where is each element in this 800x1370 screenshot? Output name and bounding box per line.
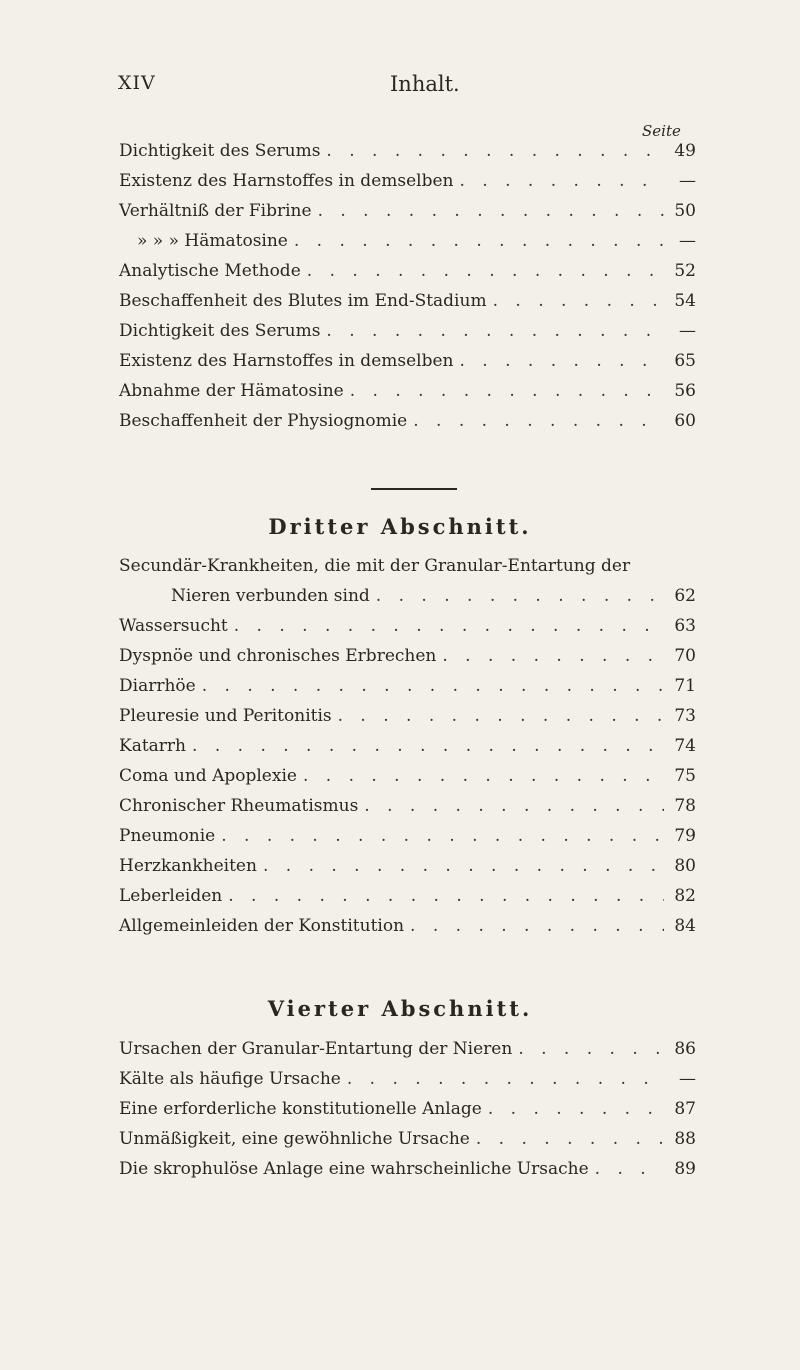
toc-entry-title: Dichtigkeit des Serums — [119, 321, 321, 341]
leader-dots — [350, 381, 664, 401]
toc-entry — [119, 856, 696, 880]
toc-entry-title: » » » Hämatosine — [137, 231, 288, 251]
leader-dots — [488, 1099, 664, 1119]
toc-entry-page: — — [679, 171, 696, 191]
toc-entry — [119, 766, 696, 790]
toc-entry-page: 78 — [674, 796, 696, 816]
toc-entry-page: 63 — [674, 616, 696, 636]
leader-dots — [442, 646, 664, 666]
toc-entry-page: 80 — [674, 856, 696, 876]
toc-entry-title: Dyspnöe und chronisches Erbrechen — [119, 646, 437, 666]
toc-entry-page: — — [679, 231, 696, 251]
leader-dots — [318, 201, 664, 221]
toc-entry-title: Wassersucht — [119, 616, 228, 636]
toc-entry-title: Ursachen der Granular-Entartung der Nieren — [119, 1039, 513, 1059]
toc-entry-title: Katarrh — [119, 736, 187, 756]
toc-entry — [119, 1129, 696, 1153]
toc-entry-page: 84 — [674, 916, 696, 936]
toc-entry — [119, 1069, 696, 1093]
toc-entry-title: Eine erforderliche konstitutionelle Anlage — [119, 1099, 482, 1119]
toc-entry-title: Existenz des Harnstoffes in demselben — [119, 351, 454, 371]
leader-dots — [192, 736, 664, 756]
toc-entry-title: Beschaffenheit der Physiognomie — [119, 411, 408, 431]
toc-entry — [119, 646, 696, 670]
seite-label: Seite — [642, 122, 681, 140]
toc-entry-title: Verhältniß der Fibrine — [119, 201, 312, 221]
leader-dots — [518, 1039, 664, 1059]
toc-entry-title: Leberleiden — [119, 886, 223, 906]
leader-dots — [228, 886, 664, 906]
toc-entry — [119, 736, 696, 760]
leader-dots — [307, 261, 664, 281]
toc-entry — [119, 171, 696, 195]
toc-entry-page: 73 — [674, 706, 696, 726]
toc-entry — [119, 886, 696, 910]
toc-entry — [119, 1159, 696, 1183]
section-heading-3: Dritter Abschnitt. — [268, 514, 532, 539]
leader-dots — [364, 796, 664, 816]
leader-dots — [263, 856, 664, 876]
leader-dots — [294, 231, 664, 251]
leader-dots — [413, 411, 664, 431]
leader-dots — [234, 616, 664, 636]
toc-entry-title: Abnahme der Hämatosine — [119, 381, 344, 401]
toc-entry-page: 88 — [674, 1129, 696, 1149]
toc-entry — [119, 291, 696, 315]
toc-entry-page: 87 — [674, 1099, 696, 1119]
toc-entry-page: — — [679, 321, 696, 341]
toc-entry — [119, 351, 696, 375]
toc-entry-title: Unmäßigkeit, eine gewöhnliche Ursache — [119, 1129, 470, 1149]
leader-dots — [376, 586, 664, 606]
toc-entry-title: Nieren verbunden sind — [171, 586, 370, 606]
section-divider — [371, 488, 457, 490]
leader-dots — [338, 706, 664, 726]
toc-entry — [171, 586, 696, 610]
toc-entry-title: Analytische Methode — [119, 261, 301, 281]
toc-entry-title: Secundär-Krankheiten, die mit der Granular-Entartung der — [119, 556, 631, 576]
toc-entry-page: 82 — [674, 886, 696, 906]
toc-entry — [119, 796, 696, 820]
toc-entry-title: Beschaffenheit des Blutes im End-Stadium — [119, 291, 487, 311]
toc-entry-page: 74 — [674, 736, 696, 756]
page-header — [118, 72, 718, 104]
toc-entry-title: Die skrophulöse Anlage eine wahrscheinliche Ursache — [119, 1159, 589, 1179]
leader-dots — [221, 826, 664, 846]
toc-entry — [119, 321, 696, 345]
toc-entry-page: 75 — [674, 766, 696, 786]
toc-entry — [119, 201, 696, 225]
toc-entry — [119, 1039, 696, 1063]
leader-dots — [476, 1129, 664, 1149]
leader-dots — [460, 351, 665, 371]
toc-entry — [119, 141, 696, 165]
toc-entry-page: 54 — [674, 291, 696, 311]
toc-entry — [119, 706, 696, 730]
toc-entry-page: 65 — [674, 351, 696, 371]
toc-entry-title: Kälte als häufige Ursache — [119, 1069, 341, 1089]
toc-entry-title: Diarrhöe — [119, 676, 196, 696]
leader-dots — [202, 676, 664, 696]
toc-entry-page: 70 — [674, 646, 696, 666]
leader-dots — [410, 916, 664, 936]
toc-entry-title: Coma und Apoplexie — [119, 766, 297, 786]
toc-entry-page: 89 — [674, 1159, 696, 1179]
toc-entry — [119, 826, 696, 850]
toc-entry — [119, 616, 696, 640]
running-title: Inhalt. — [390, 72, 460, 96]
toc-entry-page: — — [679, 1069, 696, 1089]
toc-entry-page: 60 — [674, 411, 696, 431]
toc-entry-page: 56 — [674, 381, 696, 401]
leader-dots — [326, 321, 664, 341]
page-number: XIV — [118, 72, 156, 94]
toc-entry-page: 62 — [674, 586, 696, 606]
toc-entry-title: Herzkankheiten — [119, 856, 257, 876]
toc-entry — [119, 676, 696, 700]
leader-dots — [595, 1159, 664, 1179]
toc-entry — [119, 381, 696, 405]
toc-entry — [119, 916, 696, 940]
toc-entry-page: 49 — [674, 141, 696, 161]
toc-entry-title: Existenz des Harnstoffes in demselben — [119, 171, 454, 191]
toc-entry-title: Allgemeinleiden der Konstitution — [119, 916, 405, 936]
toc-entry-title: Dichtigkeit des Serums — [119, 141, 321, 161]
toc-entry — [119, 1099, 696, 1123]
toc-entry — [119, 261, 696, 285]
toc-entry — [119, 411, 696, 435]
toc-entry-page: 71 — [674, 676, 696, 696]
leader-dots — [326, 141, 664, 161]
section-heading-4: Vierter Abschnitt. — [267, 996, 533, 1021]
toc-entry-page: 86 — [674, 1039, 696, 1059]
toc-entry-title: Chronischer Rheumatismus — [119, 796, 359, 816]
leader-dots — [460, 171, 665, 191]
leader-dots — [303, 766, 664, 786]
toc-entry-title: Pneumonie — [119, 826, 216, 846]
toc-entry-page: 52 — [674, 261, 696, 281]
toc-entry-intro-line1 — [119, 556, 696, 580]
leader-dots — [347, 1069, 664, 1089]
toc-entry — [119, 231, 696, 255]
toc-entry-page: 79 — [674, 826, 696, 846]
toc-entry-title: Pleuresie und Peritonitis — [119, 706, 332, 726]
toc-entry-page: 50 — [674, 201, 696, 221]
leader-dots — [493, 291, 664, 311]
